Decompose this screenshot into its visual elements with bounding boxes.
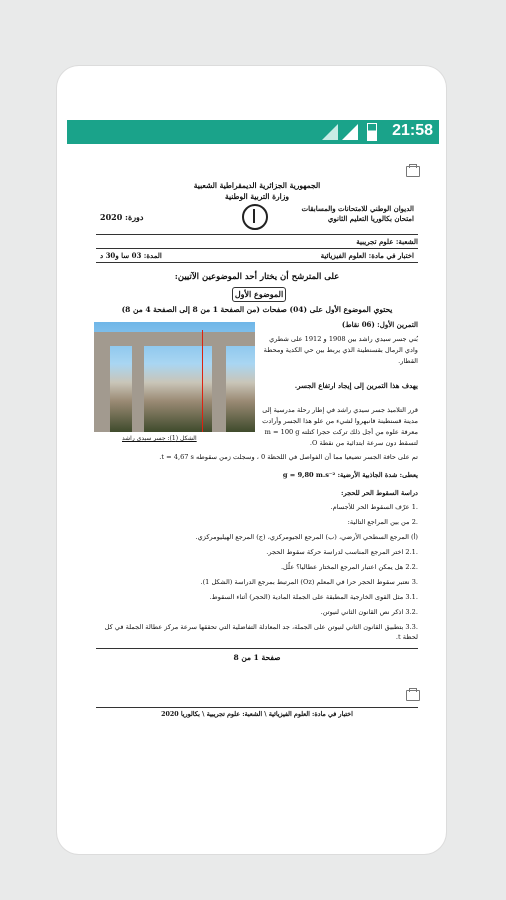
status-bar [67,120,439,144]
exam-title: امتحان بكالوريا التعليم الثانوي [327,214,414,223]
section-title: دراسة السقوط الحر للحجر: [341,489,418,497]
divider [96,234,418,235]
exercise-text: قرر التلاميذ جسر سيدي راشد في إطار رحلة مدرسية إلى مدينة قسنطينة فانبهروا لشيء من علو هذا الجسر وأرادت معرفة علوه من أجل ذلك تركت حجرا كتلته m = 100 g لتسقط دون سرعة ابتدائية من نقطة O. [262,406,418,447]
ministry-title: وزارة التربية الوطنية [224,192,289,201]
document-header [92,180,422,202]
divider [96,707,418,708]
question-2-options: (أ) المرجع السطحي الأرضي، (ب) المرجع الجيومركزي، (ج) المرجع الهيليومركزي. [195,533,418,541]
bridge-pillar [132,346,144,432]
bridge-deck [94,332,255,346]
bridge-photo [94,322,255,432]
question-2-2: .2.2 هل يمكن اعتبار المرجع المختار عطاليا؟ علّل. [280,563,418,571]
question-3-3: .3.3 بتطبيق القانون الثاني لنيوتن على الجملة، جد المعادلة التفاضلية التي تحققها سرعة مركز عطالة الجملة في كل لحظة t. [104,623,418,641]
page-number: صفحة 1 من 8 [233,653,281,662]
emblem-logo [242,204,268,230]
topic-pages-note: يحتوي الموضوع الأول على (04) صفحات (من الصفحة 1 من 8 إلى الصفحة 4 من 8) [121,305,393,314]
exercise-title: التمرين الأول: (06 نقاط) [341,320,418,329]
question-3-1: .3.1 مثل القوى الخارجية المطبقة على الجملة المادية (الحجر) أثناء السقوط. [209,593,418,601]
subject-label: اختبار في مادة: العلوم الفيزيائية [320,251,414,260]
exam-page[interactable] [92,162,422,732]
text-line: يعطى: شدة الجاذبية الأرضية: g = 9,80 m.s⁻² [282,471,418,479]
divider [96,248,418,249]
topic-heading: الموضوع الأول [232,287,286,302]
exercise-aim: يهدف هذا التمرين إلى إيجاد ارتفاع الجسر. [294,381,418,390]
text-line: تم على حافة الجسر تضيعيا مما أن الفواصل في اللحظة 0 ، وسجلت زمن سقوطه t = 4,67 s. [159,453,418,461]
cell-signal-icon [342,124,358,140]
question-2-1: .2.1 اختر المرجع المناسب لدراسة حركة سقوط الحجر. [266,548,418,556]
exercise-intro: بُني جسر سيدي راشد بين 1908 و 1912 على شطري وادي الرمال بقسنطينة الذي يربط بين حي الكدية ومحطة القطار. [263,335,418,365]
question-3-2: .3.2 اذكر نص القانون الثاني لنيوتن. [320,608,418,616]
duration-label: المدة: 03 سا و30 د [100,251,162,260]
question-3: .3 نعتبر سقوط الحجر حرا في المعلم (Oz) المرتبط بمرجع الدراسة (الشكل 1). [200,578,418,586]
office-block [284,204,414,224]
battery-icon [367,123,377,141]
instruction: على المترشح أن يختار أحد الموضوعين الآتيين: [174,272,340,282]
stream-label: الشعبة: علوم تجريبية [356,237,418,246]
bridge-pillar [94,346,110,432]
divider [96,648,418,649]
page-corner-icon [406,166,420,177]
height-marker [202,330,203,432]
photo-caption: الشكل (1): جسر سيدي راشد [122,435,197,442]
session-label: دورة: 2020 [100,212,144,222]
status-time: 21:58 [392,122,433,139]
question-2: .2 من بين المراجع التالية: [347,518,418,526]
page-corner-icon [406,690,420,701]
wifi-signal-icon [322,124,338,140]
bridge-pillar [212,346,226,432]
question-1: .1 عرّف السقوط الحر للأجسام. [330,503,418,511]
office-title: الديوان الوطني للامتحانات والمسابقات [301,204,414,213]
footer-note: اختبار في مادة: العلوم الفيزيائية \ الشعبة: علوم تجريبية \ بكالوريا 2020 [161,711,353,718]
republic-title: الجمهورية الجزائرية الديمقراطية الشعبية [193,181,321,190]
divider [96,262,418,263]
